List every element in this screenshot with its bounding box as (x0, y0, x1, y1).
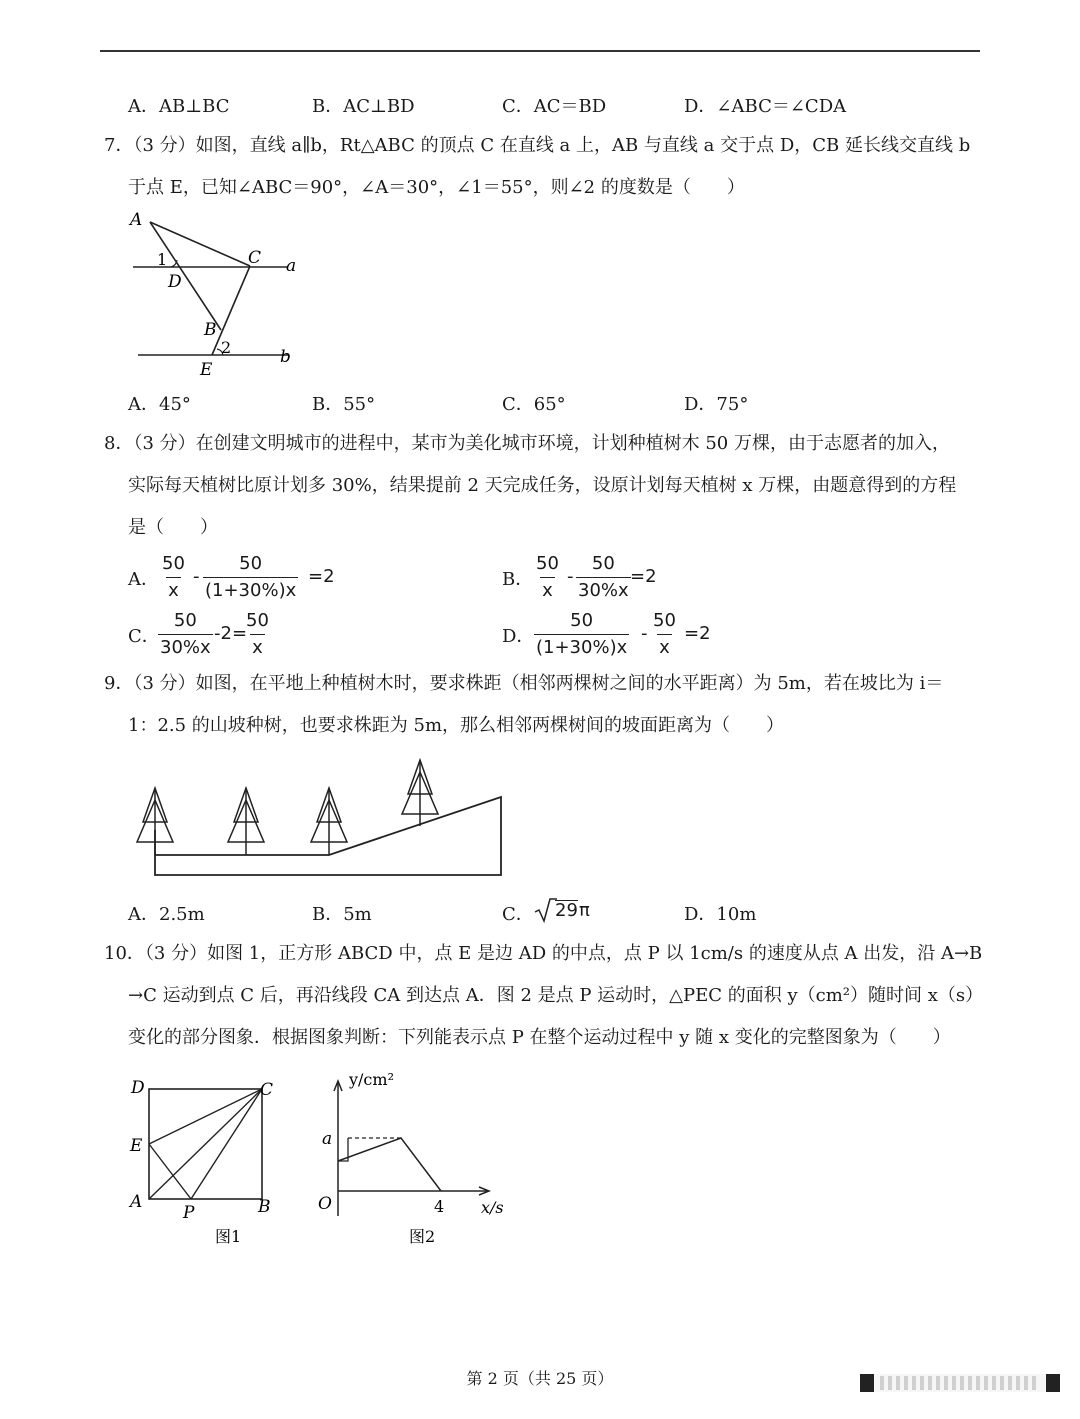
q8-option-b-op: - (567, 566, 574, 587)
tree-4-icon (402, 760, 438, 826)
q7-option-a[interactable]: A．45° (128, 394, 191, 415)
tree-3-icon (311, 788, 347, 855)
q7-label-e: E (200, 360, 213, 380)
q8-option-a-frac2 (203, 553, 298, 602)
q8-option-c-frac2 (244, 610, 271, 659)
q8-option-c-op: -2= (214, 623, 248, 644)
q8-option-a-tail: =2 (308, 566, 335, 587)
q7-option-c[interactable]: C．65° (502, 394, 566, 415)
q7-option-d[interactable]: D．75° (684, 394, 749, 415)
q8-option-a-frac1 (160, 553, 187, 602)
q8-option-d-tail: =2 (684, 623, 711, 644)
q8-option-b-frac1 (534, 553, 561, 602)
scrollbar-icon[interactable] (860, 1372, 1060, 1394)
fig1-label-b: B (258, 1197, 271, 1217)
q8-option-d-num1: 50 (570, 610, 594, 631)
q9-option-d[interactable]: D．10m (684, 904, 757, 925)
fig1-label-d: D (131, 1078, 145, 1098)
q8-option-c-den2: x (250, 634, 265, 659)
q9-option-b[interactable]: B．5m (312, 904, 372, 925)
q8-option-b-label: B． (502, 569, 534, 590)
q6-option-b[interactable]: B．AC⊥BD (312, 96, 415, 117)
q8-option-a-den1: x (166, 577, 181, 602)
q7-label-angle2: 2 (221, 338, 232, 357)
q8-stem-line3: 是（ ） (128, 517, 218, 538)
q8-option-b-num1: 50 (536, 553, 559, 574)
header-rule (100, 50, 980, 52)
q10-stem-line3: 变化的部分图象．根据图象判断：下列能表示点 P 在整个运动过程中 y 随 x 变化的完整图象为（ ） (128, 1027, 951, 1048)
sqrt-icon (533, 896, 557, 924)
q8-option-c-label: C． (128, 626, 160, 647)
q7-label-b: B (204, 320, 217, 340)
q6-option-a[interactable]: A．AB⊥BC (128, 96, 230, 117)
q7-label-line-b: b (280, 347, 291, 367)
q9-slope-figure (120, 750, 520, 885)
q8-option-d-label: D． (502, 626, 535, 647)
q8-option-a-num2: 50 (239, 553, 263, 574)
q8-option-b-frac2 (576, 553, 631, 602)
q10-figure-2 (305, 1065, 520, 1250)
q7-stem-line1: 7．（3 分）如图，直线 a∥b，Rt△ABC 的顶点 C 在直线 a 上，AB 与直线 a 交于点 D，CB 延长线交直线 b (104, 135, 971, 156)
q9-option-a[interactable]: A．2.5m (128, 904, 205, 925)
q7-label-d: D (168, 272, 182, 292)
q7-label-c: C (248, 248, 262, 268)
fig2-caption: 图2 (409, 1227, 436, 1246)
q8-option-b-num2: 50 (591, 553, 615, 574)
page-footer: 第 2 页（共 25 页） (466, 1369, 614, 1388)
q10-stem-line1: 10．（3 分）如图 1，正方形 ABCD 中，点 E 是边 AD 的中点，点 P 以 1cm/s 的速度从点 A 出发，沿 A→B (104, 943, 983, 964)
q8-option-d-den1: (1+30%)x (534, 634, 629, 659)
fig2-label-origin: O (318, 1194, 332, 1214)
q8-option-b-tail: =2 (630, 566, 657, 587)
q10-stem-line2: →C 运动到点 C 后，再沿线段 CA 到达点 A．图 2 是点 P 运动时，△PEC 的面积 y（cm²）随时间 x（s） (128, 985, 984, 1006)
q8-option-d-op: - (641, 623, 648, 644)
q7-label-line-a: a (286, 256, 297, 276)
q8-stem-line2: 实际每天植树比原计划多 30%，结果提前 2 天完成任务，设原计划每天植树 x 万棵，由题意得到的方程 (128, 475, 957, 496)
fig2-ylabel: y/cm² (349, 1070, 394, 1089)
fig2-tick-4: 4 (434, 1197, 445, 1216)
tree-2-icon (228, 788, 264, 855)
q9-option-c-label: C． (502, 904, 534, 925)
q8-option-c-num1: 50 (173, 610, 197, 631)
q7-figure (120, 205, 320, 385)
fig1-label-p: P (183, 1203, 195, 1223)
q9-stem-line1: 9．（3 分）如图，在平地上种植树木时，要求株距（相邻两棵树之间的水平距离）为 5m，若在坡比为 i＝ (104, 673, 944, 694)
fig1-label-a: A (130, 1192, 143, 1212)
q7-option-b[interactable]: B．55° (312, 394, 376, 415)
q8-option-a-den2: (1+30%)x (203, 577, 298, 602)
fig1-label-e: E (130, 1136, 143, 1156)
q9-stem-line2: 1：2.5 的山坡种树，也要求株距为 5m，那么相邻两棵树间的坡面距离为（ ） (128, 715, 785, 736)
q8-option-c-frac1 (158, 610, 213, 659)
q9-option-c-radicand: 29 (555, 900, 578, 921)
q7-stem-line2: 于点 E，已知∠ABC＝90°，∠A＝30°，∠1＝55°，则∠2 的度数是（ ） (128, 177, 745, 198)
fig1-label-c: C (260, 1080, 274, 1100)
q8-option-a-op: - (193, 566, 200, 587)
q7-label-angle1: 1 (157, 250, 168, 269)
q8-option-b-den1: x (540, 577, 555, 602)
q8-option-b-den2: 30%x (576, 577, 631, 602)
q8-option-d-num2: 50 (653, 610, 676, 631)
q8-option-d-frac2 (651, 610, 678, 659)
q6-option-c[interactable]: C．AC＝BD (502, 96, 607, 117)
q9-option-c-pi: π (579, 900, 590, 921)
fig2-xlabel: x/s (481, 1198, 504, 1217)
q8-option-a-label: A． (128, 569, 159, 590)
q10-figure-1 (120, 1070, 290, 1250)
fig1-caption: 图1 (215, 1227, 242, 1246)
q8-option-d-den2: x (657, 634, 672, 659)
q8-option-c-den1: 30%x (158, 634, 213, 659)
q6-option-d[interactable]: D．∠ABC＝∠CDA (684, 96, 847, 117)
q8-option-d-frac1 (534, 610, 629, 659)
tree-1-icon (137, 788, 173, 855)
fig2-label-a: a (322, 1129, 333, 1149)
q8-stem-line1: 8．（3 分）在创建文明城市的进程中，某市为美化城市环境，计划种植树木 50 万棵，由于志愿者的加入， (104, 433, 950, 454)
q8-option-a-num1: 50 (162, 553, 185, 574)
q8-option-c-num2: 50 (246, 610, 269, 631)
q7-label-a: A (130, 210, 143, 230)
